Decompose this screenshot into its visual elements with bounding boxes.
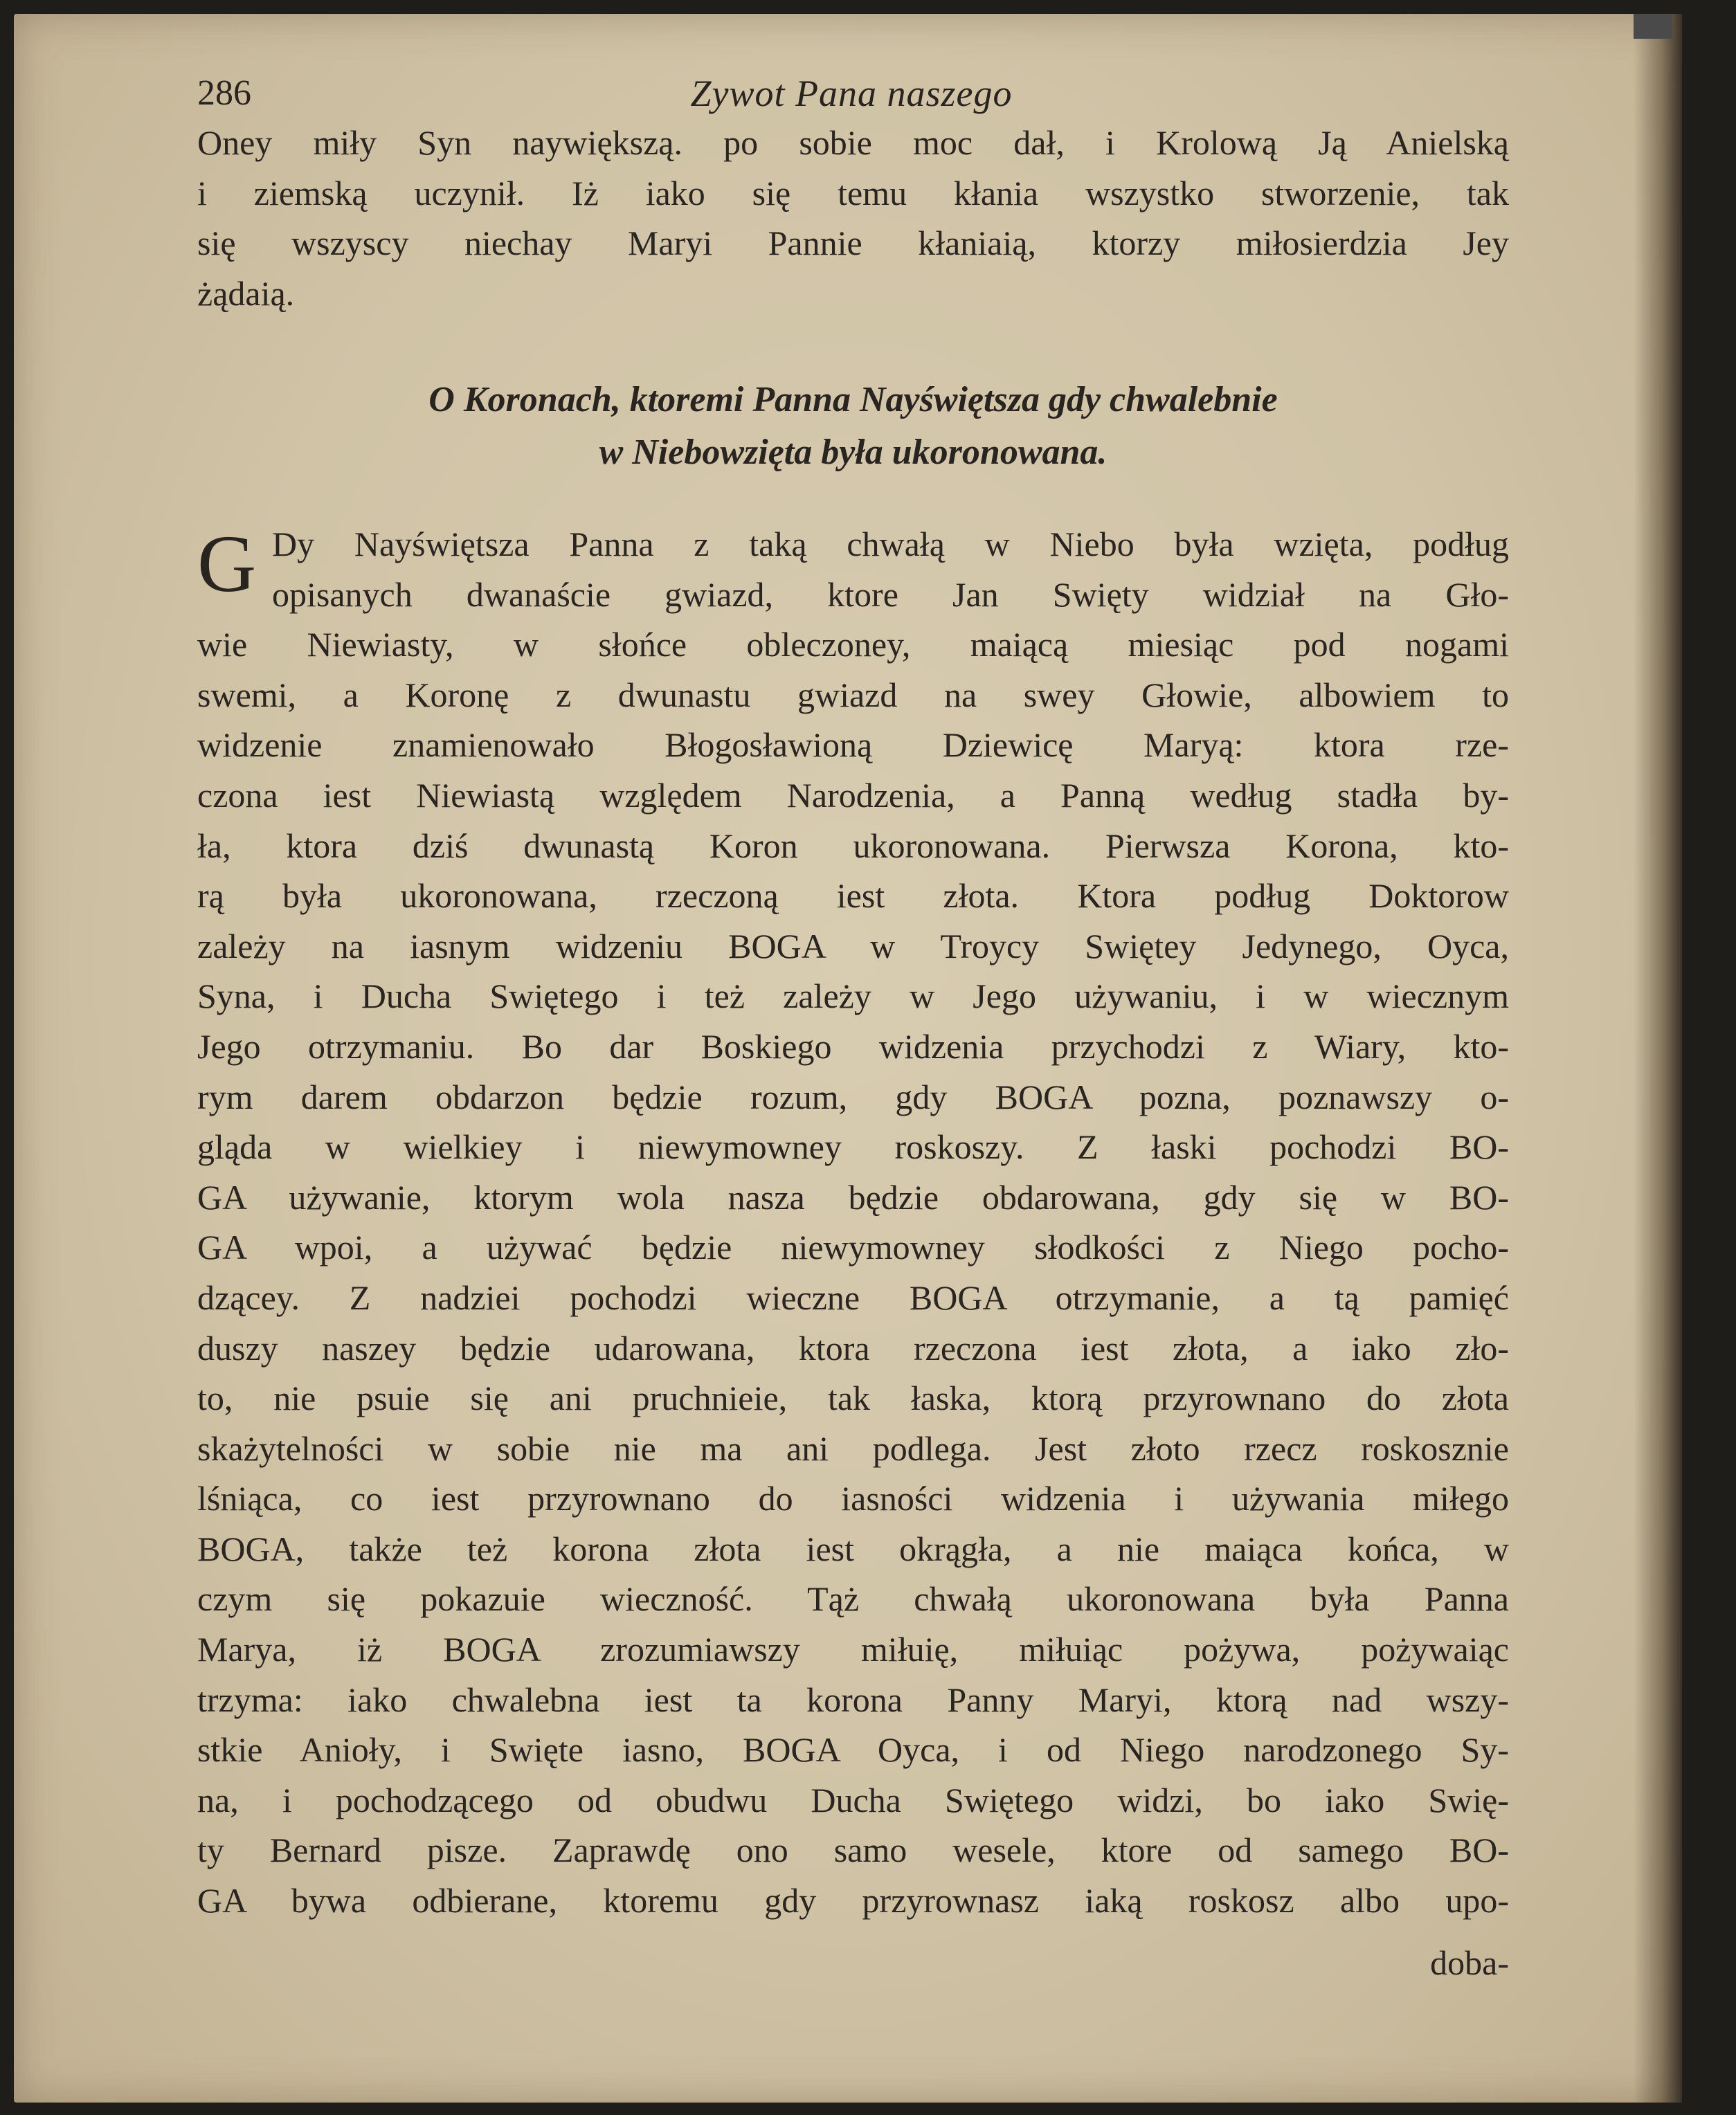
text-line: GA bywa odbierane, ktoremu gdy przyrownasz iaką roskosz albo upo- — [197, 1881, 1509, 1921]
text-line: rą była ukoronowana, rzeczoną iest złota. Ktora podług Doktorow — [197, 876, 1509, 916]
text-line: ła, ktora dziś dwunastą Koron ukoronowana. Pierwsza Korona, kto- — [197, 826, 1509, 865]
text-line: lśniąca, co iest przyrownano do iasności widzenia i używania miłego — [197, 1479, 1509, 1518]
text-line: zależy na iasnym widzeniu BOGA w Troycy Swiętey Jedynego, Oyca, — [197, 926, 1509, 965]
scan-corner-tab — [1634, 14, 1672, 39]
text-line: widzenie znamienowało Błogosławioną Dziewicę Maryą: ktora rze- — [197, 725, 1509, 765]
text-line: i ziemską uczynił. Iż iako się temu kłania wszystko stworzenie, tak — [197, 173, 1509, 212]
text-line: rym darem obdarzon będzie rozum, gdy BOGA pozna, poznawszy o- — [197, 1077, 1509, 1116]
text-line: swemi, a Koronę z dwunastu gwiazd na swey Głowie, albowiem to — [197, 675, 1509, 714]
text-line: Oney miły Syn naywiększą. po sobie moc dał, i Krolową Ją Anielską — [197, 123, 1509, 162]
running-title: Zywot Pana naszego — [690, 73, 1013, 114]
body-paragraph — [197, 519, 1509, 1926]
text-line: Syna, i Ducha Swiętego i też zależy w Jego używaniu, i w wiecznym — [197, 977, 1509, 1016]
text-line: stkie Anioły, i Swięte iasno, BOGA Oyca, i od Niego narodzonego Sy- — [197, 1730, 1509, 1770]
text-line: trzyma: iako chwalebna iest ta korona Panny Maryi, ktorą nad wszy- — [197, 1680, 1509, 1719]
text-line: ty Bernard pisze. Zaprawdę ono samo wesele, ktore od samego BO- — [197, 1831, 1509, 1870]
drop-cap: G — [197, 518, 257, 609]
text-line: duszy naszey będzie udarowana, ktora rzeczona iest złota, a iako zło- — [197, 1328, 1509, 1368]
text-line: na, i pochodzącego od obudwu Ducha Swiętego widzi, bo iako Swię- — [197, 1780, 1509, 1819]
text-line: Dy Nayświętsza Panna z taką chwałą w Niebo była wzięta, podług — [272, 525, 1509, 563]
heading-line: O Koronach, ktoremi Panna Nayświętsza gdy chwalebnie — [428, 380, 1278, 419]
heading-line: w Niebowzięta była ukoronowana. — [599, 433, 1107, 472]
text-line: GA wpoi, a używać będzie niewymowney słodkości z Niego pocho- — [197, 1228, 1509, 1267]
text-line: Jego otrzymaniu. Bo dar Boskiego widzenia przychodzi z Wiary, kto- — [197, 1026, 1509, 1066]
catchword: doba- — [1430, 1943, 1509, 1982]
section-heading — [197, 374, 1509, 479]
text-line: gląda w wielkiey i niewymowney roskoszy. Z łaski pochodzi BO- — [197, 1127, 1509, 1167]
text-line: Marya, iż BOGA zrozumiawszy miłuię, miłuiąc pożywa, pożywaiąc — [197, 1630, 1509, 1669]
text-line: żądaią. — [197, 273, 295, 313]
page-header — [197, 69, 1506, 118]
text-line: BOGA, także też korona złota iest okrągła, a nie maiąca końca, w — [197, 1529, 1509, 1568]
page-gutter-shadow — [1634, 14, 1682, 2103]
text-line: to, nie psuie się ani pruchnieie, tak łaska, ktorą przyrownano do złota — [197, 1379, 1509, 1418]
text-line: dzącey. Z nadziei pochodzi wieczne BOGA otrzymanie, a tą pamięć — [197, 1278, 1509, 1317]
text-line: czona iest Niewiastą względem Narodzenia, a Panną według stadła by- — [197, 775, 1509, 815]
text-line: wie Niewiasty, w słońce obleczoney, maiącą miesiąc pod nogami — [197, 625, 1509, 664]
page-number: 286 — [197, 73, 251, 113]
intro-paragraph — [197, 118, 1509, 318]
text-line: skażytelności w sobie nie ma ani podlega. Jest złoto rzecz roskosznie — [197, 1428, 1509, 1468]
text-line: czym się pokazuie wieczność. Tąż chwałą ukoronowana była Panna — [197, 1579, 1509, 1619]
text-line: się wszyscy niechay Maryi Pannie kłaniaią, ktorzy miłosierdzia Jey — [197, 224, 1509, 263]
text-line: GA używanie, ktorym wola nasza będzie obdarowana, gdy się w BO- — [197, 1177, 1509, 1217]
text-line: opisanych dwanaście gwiazd, ktore Jan Swięty widział na Gło- — [272, 574, 1509, 614]
